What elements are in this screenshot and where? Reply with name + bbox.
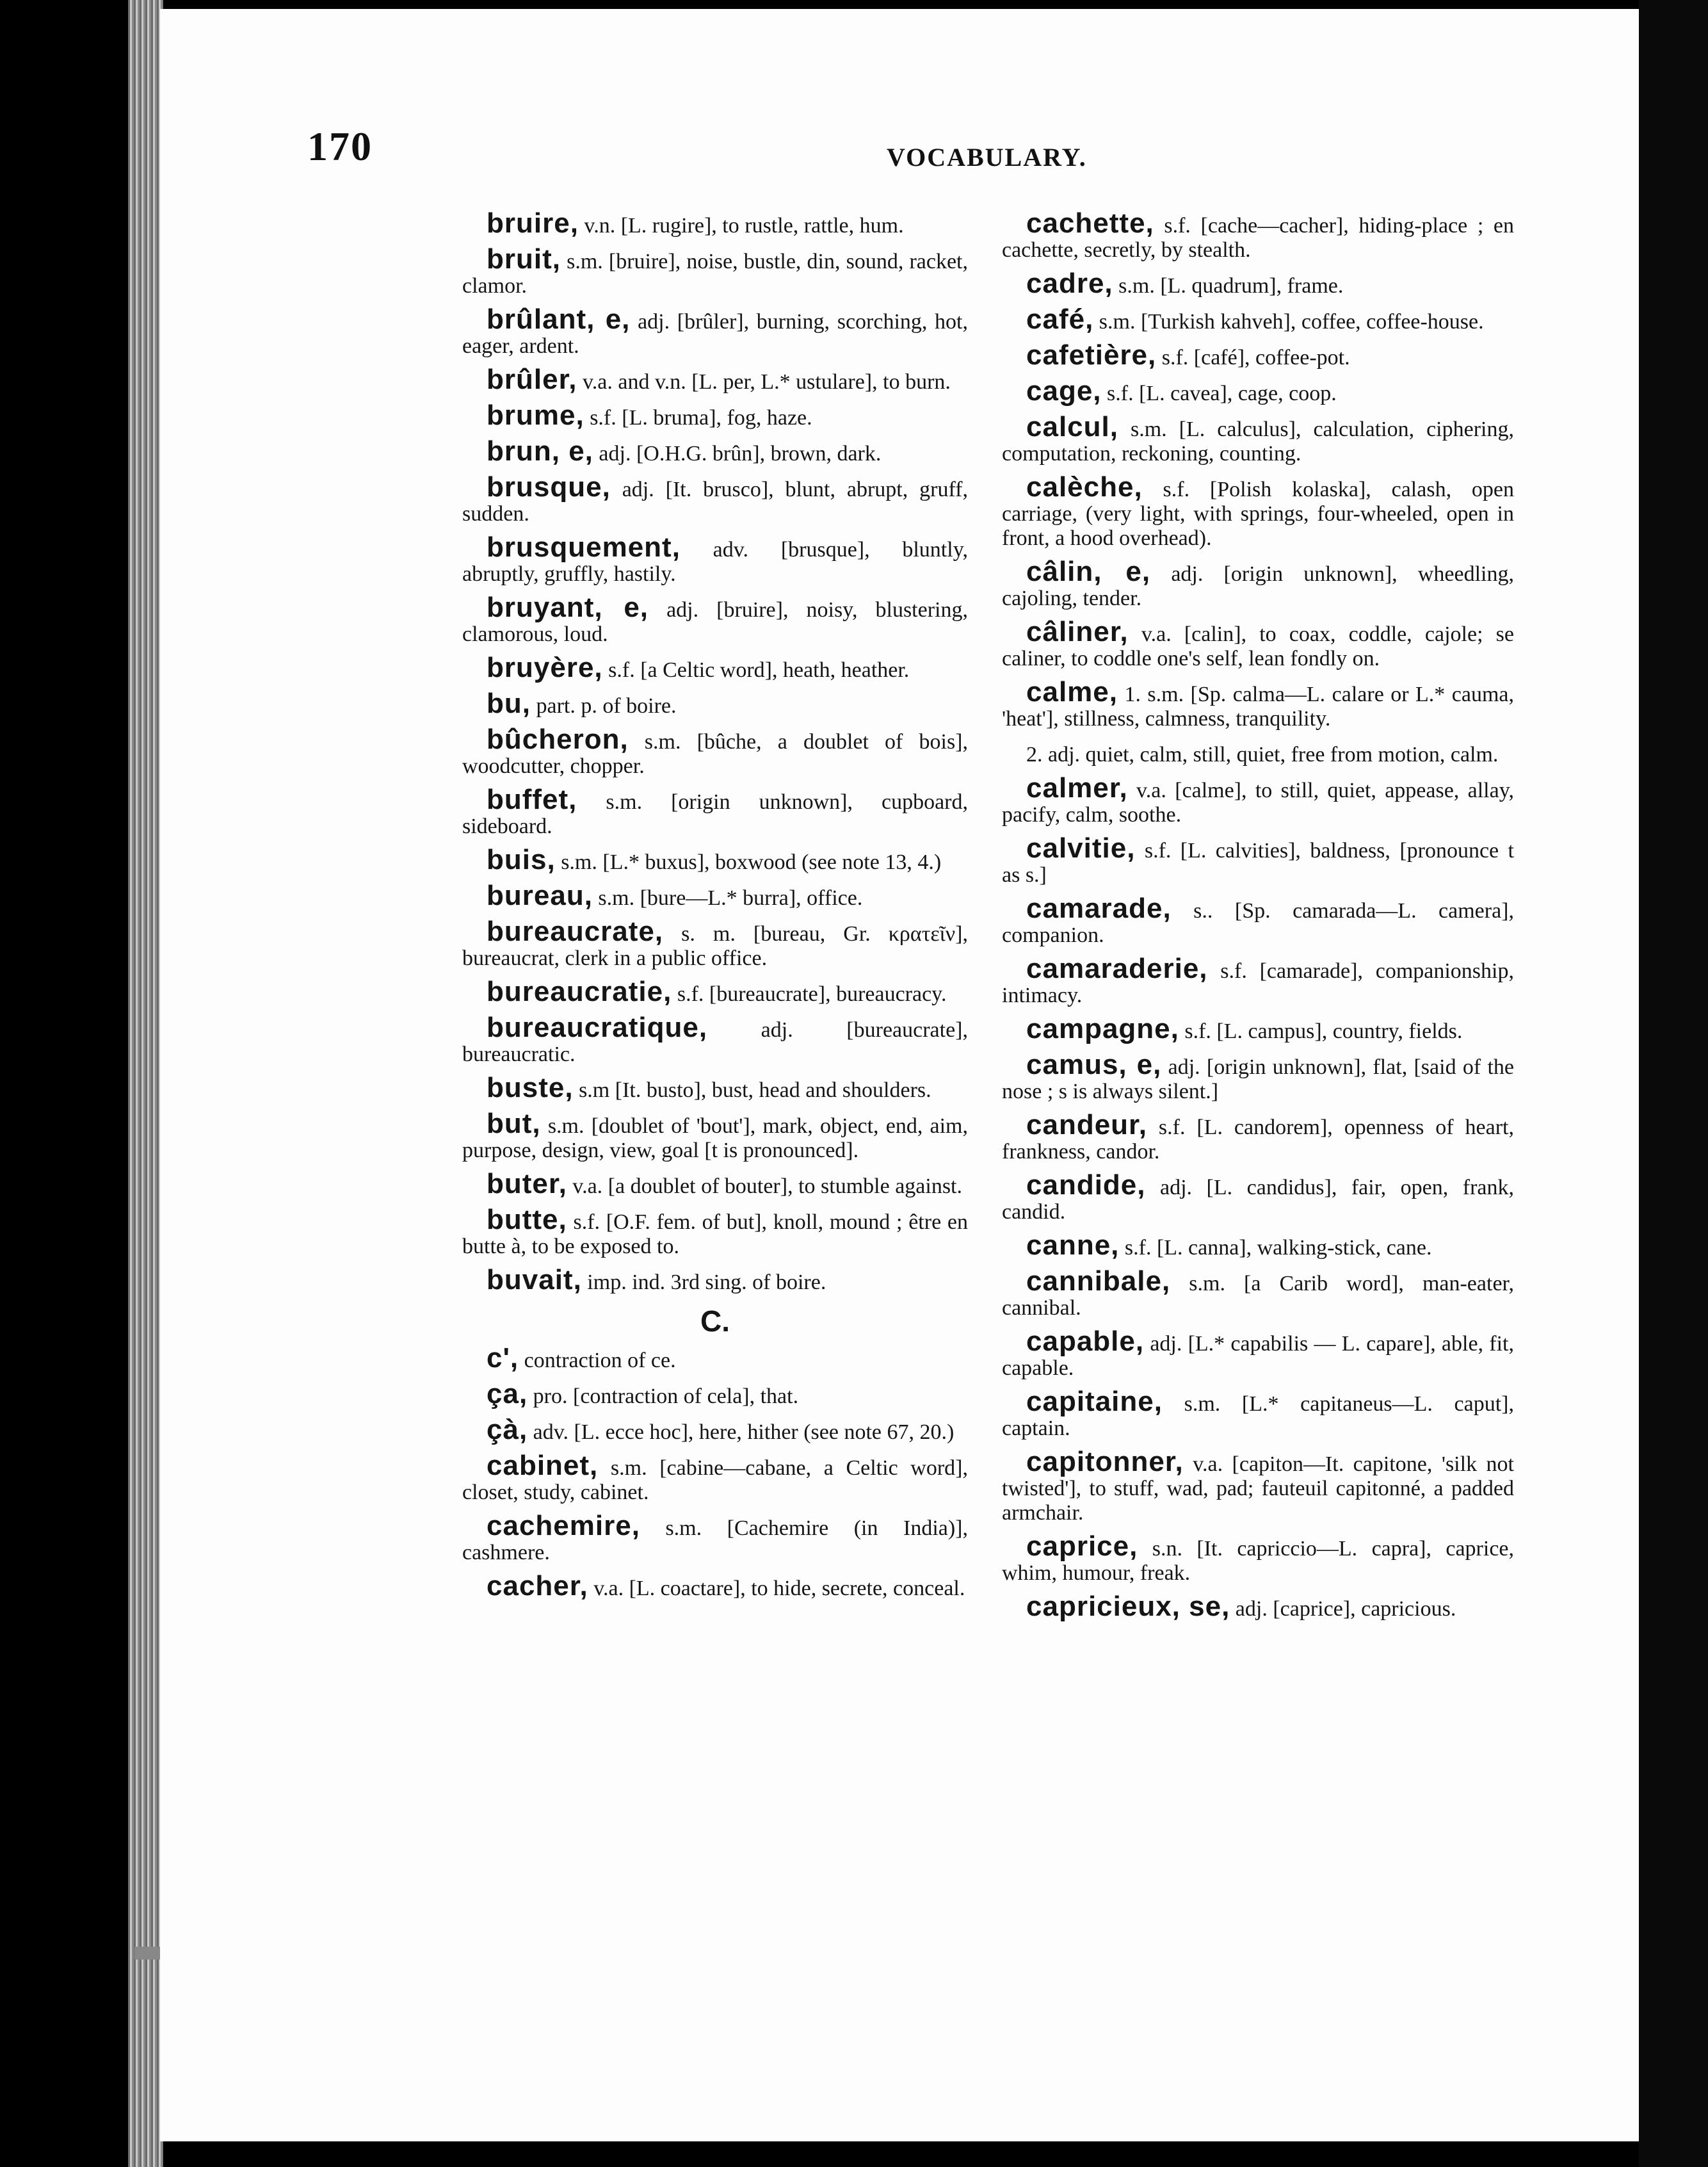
entry-headword: cabinet,: [487, 1450, 599, 1481]
entry-headword: calme,: [1026, 676, 1118, 708]
entry-headword: buter,: [487, 1168, 567, 1199]
entry-headword: buis,: [487, 844, 556, 875]
entry-headword: campagne,: [1026, 1013, 1179, 1044]
dictionary-entry: [462, 243, 968, 298]
dictionary-entry: [1002, 411, 1514, 466]
entry-definition: v.n. [L. rugire], to rustle, rattle, hum.: [578, 214, 904, 238]
section-letter: C.: [700, 1304, 730, 1338]
running-title: VOCABULARY.: [887, 143, 1087, 172]
dictionary-entry: [462, 304, 969, 359]
entry-headword: buffet,: [487, 784, 577, 815]
dark-margin: [1639, 0, 1708, 2167]
dictionary-entry: [462, 1264, 968, 1295]
entry-headword: candide,: [1026, 1169, 1146, 1201]
entry-definition: s.m. [L. quadrum], frame.: [1113, 274, 1344, 298]
entry-headword: café,: [1026, 304, 1094, 335]
dictionary-entry: [462, 592, 968, 647]
entry-definition: s.f. [L. canna], walking-stick, cane.: [1119, 1236, 1432, 1260]
entry-headword: brusquement,: [487, 532, 681, 563]
dictionary-entry: [1002, 556, 1515, 611]
dictionary-entry: [462, 1570, 968, 1602]
dictionary-entry: [1002, 1386, 1514, 1441]
dictionary-entry: [1002, 1230, 1514, 1261]
left-column: [462, 207, 969, 1610]
dictionary-entry: [462, 1012, 968, 1067]
entry-headword: bureau,: [487, 880, 593, 911]
entry-definition: adj. [bruire], noisy, blustering, clamorous, loud.: [462, 598, 968, 646]
entry-definition: adj. [bureaucrate], bureaucratic.: [462, 1018, 968, 1066]
dictionary-entry: [462, 784, 968, 839]
entry-definition: s.f. [L. candorem], openness of heart, frankness, candor.: [1002, 1116, 1514, 1164]
entry-definition: v.a. [a doublet of bouter], to stumble against.: [567, 1174, 962, 1198]
entry-headword: capricieux, se,: [1026, 1591, 1230, 1622]
dictionary-entry: [1002, 953, 1514, 1008]
entry-headword: brume,: [487, 400, 584, 431]
entry-definition: s.f. [L. bruma], fog, haze.: [584, 406, 812, 430]
dictionary-entry: [1002, 268, 1514, 299]
entry-definition: s.m. [L. calculus], calculation, ciphering, computation, reckoning, counting.: [1002, 418, 1514, 466]
entry-definition: s.m. [doublet of 'bout'], mark, object, end, aim, purpose, design, view, goal [t is pronounced].: [462, 1114, 968, 1162]
entry-definition: s.m. [bure—L.* burra], office.: [592, 886, 863, 910]
entry-definition: s.f. [café], coffee-pot.: [1156, 346, 1350, 369]
entry-headword: camarade,: [1026, 893, 1172, 924]
entry-headword: cafetière,: [1026, 339, 1157, 371]
entry-headword: çà,: [487, 1414, 528, 1445]
entry-headword: brusque,: [487, 471, 611, 503]
entry-definition: s.m. [bruire], noise, bustle, din, sound, racket, clamor.: [462, 250, 968, 298]
entry-definition: s.m. [a Carib word], man-eater, cannibal.: [1002, 1272, 1514, 1320]
dictionary-entry: [462, 471, 968, 526]
entry-headword: bruyant, e,: [487, 592, 649, 623]
entry-headword: bureaucrate,: [487, 916, 664, 947]
entry-headword: camaraderie,: [1026, 953, 1208, 984]
entry-definition: s.f. [cache—cacher], hiding-place ; en cachette, secretly, by stealth.: [1002, 214, 1514, 262]
entry-headword: ça,: [487, 1378, 528, 1409]
entry-definition: s.f. [O.F. fem. of but], knoll, mound ; être en butte à, to be exposed to.: [462, 1210, 968, 1258]
entry-definition: v.a. [capiton—It. capitone, 'silk not twisted'], to stuff, wad, pad; fauteuil capitonné, a padded armchair.: [1002, 1452, 1514, 1525]
entry-headword: capitaine,: [1026, 1386, 1163, 1417]
entry-headword: candeur,: [1026, 1109, 1147, 1140]
entry-headword: canne,: [1026, 1230, 1120, 1261]
dictionary-entry: [462, 1414, 968, 1445]
dictionary-entry: [1002, 304, 1514, 335]
entry-definition: adj. [brûler], burning, scorching, hot, eager, ardent.: [462, 310, 969, 358]
entry-headword: calvitie,: [1026, 832, 1136, 864]
dictionary-entry: [462, 1204, 968, 1259]
dictionary-entry: [1002, 740, 1514, 767]
entry-headword: bûcheron,: [487, 724, 629, 755]
dictionary-entry: [462, 400, 968, 431]
dictionary-entry: [1002, 1326, 1514, 1381]
entry-definition: s.. [Sp. camarada—L. camera], companion.: [1002, 899, 1514, 947]
entry-definition: s.f. [a Celtic word], heath, heather.: [602, 658, 910, 682]
entry-headword: capitonner,: [1026, 1446, 1184, 1477]
dictionary-entry: [1002, 676, 1514, 731]
entry-definition: s.m. [bûche, a doublet of bois], woodcutter, chopper.: [462, 730, 968, 778]
entry-definition: s.f. [L. cavea], cage, coop.: [1101, 382, 1337, 405]
dictionary-entry: [462, 532, 968, 587]
entry-definition: adv. [brusque], bluntly, abruptly, gruffly, hastily.: [462, 538, 968, 586]
entry-headword: calmer,: [1026, 772, 1128, 804]
entry-definition: s. m. [bureau, Gr. κρατεῖν], bureaucrat, clerk in a public office.: [462, 922, 968, 970]
entry-headword: brun, e,: [487, 435, 593, 467]
entry-definition: s.f. [L. campus], country, fields.: [1179, 1019, 1463, 1043]
entry-headword: bruire,: [487, 207, 579, 239]
dictionary-entry: [462, 724, 968, 779]
entry-definition: v.a. [calme], to still, quiet, appease, allay, pacify, calm, soothe.: [1002, 779, 1514, 827]
dictionary-entry: [1002, 1169, 1514, 1224]
dictionary-entry: [462, 1168, 968, 1199]
dictionary-entry: [1002, 1013, 1514, 1044]
entry-headword: buste,: [487, 1072, 574, 1103]
dictionary-entry: [1002, 339, 1514, 371]
entry-headword: butte,: [487, 1204, 567, 1235]
entry-headword: camus, e,: [1026, 1049, 1162, 1080]
left-entry-list-c: [462, 1342, 968, 1602]
entry-headword: bu,: [487, 688, 531, 719]
dictionary-entry: [462, 844, 968, 875]
entry-definition: part. p. of boire.: [530, 694, 677, 718]
entry-definition: s.n. [It. capriccio—L. capra], caprice, whim, humour, freak.: [1002, 1537, 1514, 1585]
entry-definition: v.a. and v.n. [L. per, L.* ustulare], to burn.: [577, 370, 951, 394]
entry-definition: contraction of ce.: [519, 1349, 676, 1372]
entry-headword: bruyère,: [487, 652, 603, 683]
entry-headword: buvait,: [487, 1264, 582, 1295]
entry-definition: pro. [contraction of cela], that.: [528, 1384, 799, 1408]
entry-headword: but,: [487, 1108, 541, 1139]
dictionary-entry: [1002, 893, 1514, 948]
dictionary-entry: [1002, 375, 1514, 407]
entry-definition: s.m. [L.* buxus], boxwood (see note 13, 4.): [555, 850, 942, 874]
entry-definition: adj. [origin unknown], flat, [said of the nose ; s is always silent.]: [1002, 1055, 1514, 1103]
entry-headword: cadre,: [1026, 268, 1113, 299]
dictionary-entry: [462, 1108, 968, 1163]
entry-definition: adj. [L. candidus], fair, open, frank, candid.: [1002, 1176, 1514, 1224]
dictionary-entry: [462, 1510, 968, 1565]
dictionary-entry: [462, 916, 968, 971]
entry-definition: adv. [L. ecce hoc], here, hither (see note 67, 20.): [528, 1420, 955, 1444]
right-entry-list: [1002, 207, 1515, 1622]
dictionary-entry: [1002, 207, 1514, 263]
entry-definition: s.f. [Polish kolaska], calash, open carriage, (very light, with springs, four-wheeled, open in front, a hood overhead).: [1002, 478, 1514, 550]
dictionary-entry: [1002, 1591, 1514, 1622]
dictionary-entry: [462, 880, 968, 911]
entry-definition: 1. s.m. [Sp. calma—L. calare or L.* cauma, 'heat'], stillness, calmness, tranquility.: [1002, 683, 1514, 731]
right-column: [1002, 207, 1515, 1630]
dictionary-entry: [462, 976, 968, 1007]
entry-definition: adj. [L.* capabilis — L. capare], able, fit, capable.: [1002, 1332, 1514, 1380]
entry-definition: s.m. [L.* capitaneus—L. caput], captain.: [1002, 1392, 1514, 1440]
dictionary-entry: [462, 652, 968, 683]
dictionary-entry: [462, 1072, 968, 1103]
entry-headword: bureaucratie,: [487, 976, 672, 1007]
entry-headword: capable,: [1026, 1326, 1145, 1357]
book-page-edges: [128, 0, 163, 2167]
entry-definition: adj. [origin unknown], wheedling, cajoling, tender.: [1002, 562, 1515, 610]
dictionary-entry: [1002, 1265, 1514, 1320]
dictionary-entry: [1002, 1109, 1514, 1164]
entry-definition: adj. [It. brusco], blunt, abrupt, gruff, sudden.: [462, 478, 968, 526]
entry-headword: cannibale,: [1026, 1265, 1171, 1297]
entry-definition: 2. adj. quiet, calm, still, quiet, free from motion, calm.: [1026, 743, 1499, 767]
entry-definition: s.m. [cabine—cabane, a Celtic word], closet, study, cabinet.: [462, 1456, 968, 1504]
entry-headword: câliner,: [1026, 616, 1129, 647]
dictionary-entry: [462, 1342, 968, 1374]
dictionary-entry: [462, 1378, 968, 1409]
dictionary-entry: [462, 435, 968, 467]
dictionary-entry: [1002, 1446, 1514, 1525]
dictionary-entry: [462, 688, 968, 719]
dictionary-entry: [1002, 1530, 1514, 1586]
entry-headword: bruit,: [487, 243, 561, 275]
entry-headword: c',: [487, 1342, 519, 1374]
entry-headword: brûler,: [487, 364, 577, 395]
entry-definition: s.f. [L. calvities], baldness, [pronounce t as s.]: [1002, 839, 1514, 887]
entry-headword: cacher,: [487, 1570, 588, 1602]
dictionary-entry: [462, 364, 968, 395]
entry-definition: s.f. [bureaucrate], bureaucracy.: [672, 982, 947, 1006]
entry-headword: brûlant, e,: [487, 304, 631, 335]
entry-definition: s.m. [Cachemire (in India)], cashmere.: [462, 1516, 968, 1564]
dictionary-entry: [1002, 471, 1514, 551]
entry-definition: v.a. [calin], to coax, coddle, cajole; se caliner, to coddle one's self, lean fondly on.: [1002, 622, 1514, 670]
entry-headword: calcul,: [1026, 411, 1118, 442]
entry-headword: cachette,: [1026, 207, 1154, 239]
dictionary-entry: [1002, 616, 1514, 671]
entry-headword: caprice,: [1026, 1530, 1138, 1562]
left-entry-list: [462, 207, 969, 1295]
entry-definition: adj. [O.H.G. brûn], brown, dark.: [593, 442, 882, 466]
entry-headword: cage,: [1026, 375, 1102, 407]
entry-definition: adj. [caprice], capricious.: [1230, 1597, 1456, 1621]
entry-definition: s.m [It. busto], bust, head and shoulders.: [573, 1078, 931, 1102]
entry-headword: cachemire,: [487, 1510, 640, 1541]
entry-definition: imp. ind. 3rd sing. of boire.: [581, 1270, 826, 1294]
dictionary-entry: [462, 207, 968, 239]
dictionary-entry: [1002, 1049, 1514, 1104]
page-number: 170: [307, 124, 373, 169]
entry-definition: s.m. [Turkish kahveh], coffee, coffee-house.: [1093, 310, 1484, 334]
dictionary-entry: [1002, 832, 1514, 888]
entry-headword: câlin, e,: [1026, 556, 1151, 587]
entry-definition: s.f. [camarade], companionship, intimacy.: [1002, 959, 1514, 1007]
dictionary-entry: [462, 1450, 968, 1505]
entry-headword: calèche,: [1026, 471, 1143, 503]
entry-definition: v.a. [L. coactare], to hide, secrete, conceal.: [588, 1577, 965, 1600]
dictionary-entry: [1002, 772, 1514, 827]
entry-definition: s.m. [origin unknown], cupboard, sideboard.: [462, 790, 968, 838]
entry-headword: bureaucratique,: [487, 1012, 708, 1043]
